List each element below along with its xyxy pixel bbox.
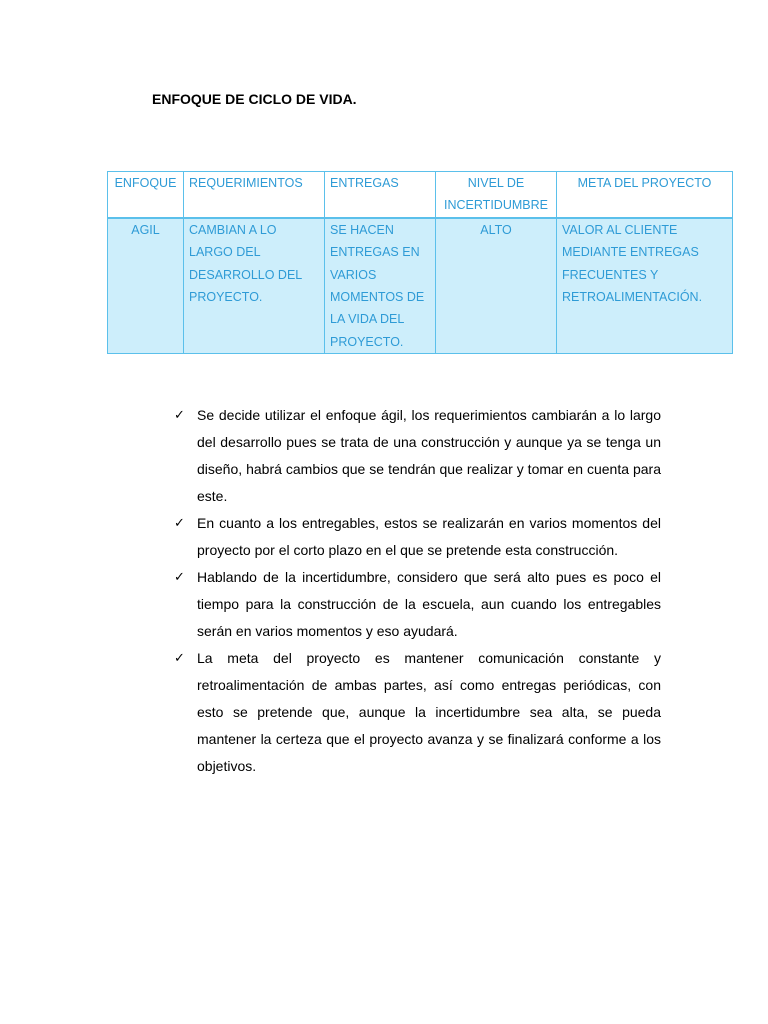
list-item-text: En cuanto a los entregables, estos se realizarán en varios momentos del proyecto por el corto plazo en el que se pretende esta construcción. — [197, 515, 661, 558]
header-cell-nivel-incertidumbre: NIVEL DE INCERTIDUMBRE — [436, 172, 557, 218]
header-cell-entregas: ENTREGAS — [325, 172, 436, 218]
header-cell-meta-proyecto: META DEL PROYECTO — [557, 172, 733, 218]
list-item — [172, 645, 661, 780]
list-item-text: Hablando de la incertidumbre, considero que será alto pues es poco el tiempo para la construcción de la escuela, aun cuando los entregables serán en varios momentos y eso ayudará. — [197, 569, 661, 639]
header-cell-enfoque: ENFOQUE — [108, 172, 184, 218]
list-item — [172, 564, 661, 645]
header-cell-requerimientos: REQUERIMIENTOS — [184, 172, 325, 218]
lifecycle-table — [107, 171, 733, 354]
list-item — [172, 510, 661, 564]
checkmark-icon: ✓ — [174, 516, 185, 531]
table-cell: ALTO — [436, 218, 557, 354]
table-cell: SE HACEN ENTREGAS EN VARIOS MOMENTOS DE LA VIDA DEL PROYECTO. — [325, 218, 436, 354]
list-item — [172, 402, 661, 510]
table-cell: CAMBIAN A LO LARGO DEL DESARROLLO DEL PROYECTO. — [184, 218, 325, 354]
checkmark-icon: ✓ — [174, 651, 185, 666]
bullet-list — [172, 402, 661, 780]
table-row — [108, 218, 733, 354]
checkmark-icon: ✓ — [174, 570, 185, 585]
table-header-row — [108, 172, 733, 218]
checkmark-icon: ✓ — [174, 408, 185, 423]
table-cell: AGIL — [108, 218, 184, 354]
list-item-text: La meta del proyecto es mantener comunicación constante y retroalimentación de ambas partes, así como entregas periódicas, con esto se pretende que, aunque la incertidumbre sea alta, se pueda mantener la certeza que el proyecto avanza y se finalizará conforme a los objetivos. — [197, 650, 661, 774]
table-cell: VALOR AL CLIENTE MEDIANTE ENTREGAS FRECUENTES Y RETROALIMENTACIÓN. — [557, 218, 733, 354]
list-item-text: Se decide utilizar el enfoque ágil, los requerimientos cambiarán a lo largo del desarrollo pues se trata de una construcción y aunque ya se tenga un diseño, habrá cambios que se tendrán que realizar y tomar en cuenta para este. — [197, 407, 661, 504]
document-title: ENFOQUE DE CICLO DE VIDA. — [152, 91, 357, 107]
